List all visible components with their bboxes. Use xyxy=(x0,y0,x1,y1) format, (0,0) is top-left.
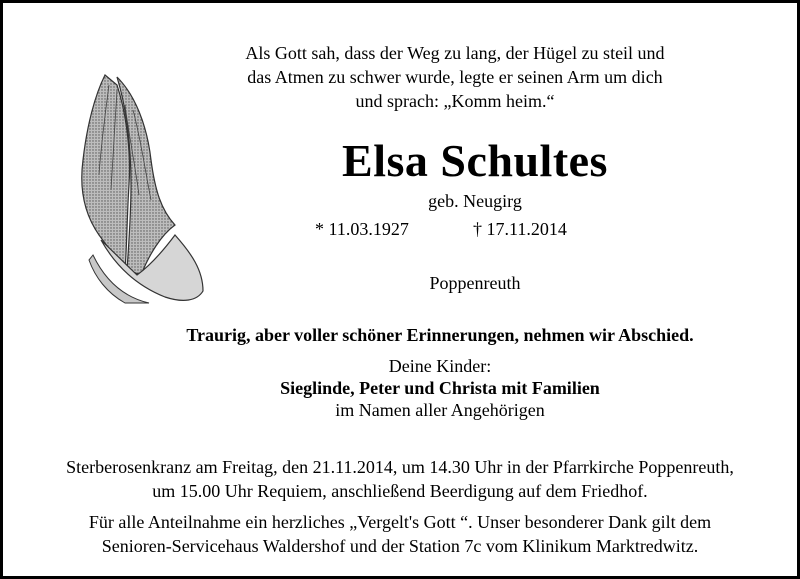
relatives-line: im Namen aller Angehörigen xyxy=(335,400,545,420)
poem xyxy=(113,41,797,113)
thanks-line: Für alle Anteilnahme ein herzliches „Vergelt's Gott “. Unser besonderer Dank gilt dem xyxy=(88,512,712,532)
poem-line: und sprach: „Komm heim.“ xyxy=(355,91,555,111)
mourners-label: Deine Kinder: xyxy=(388,356,492,376)
thanks-line: Senioren-Servicehaus Waldershof und der Station 7c vom Klinikum Marktredwitz. xyxy=(101,536,699,556)
hometown: Poppenreuth xyxy=(429,273,521,293)
poem-line: das Atmen zu schwer wurde, legte er seinen Arm um dich xyxy=(247,67,663,87)
maiden-name: geb. Neugirg xyxy=(428,191,522,211)
deceased-name: Elsa Schultes xyxy=(342,135,608,186)
service-details xyxy=(3,455,797,503)
death-date: † 17.11.2014 xyxy=(473,219,567,239)
birth-date: * 11.03.1927 xyxy=(315,219,409,239)
thanks-note xyxy=(3,510,797,558)
service-line: um 15.00 Uhr Requiem, anschließend Beerdigung auf dem Friedhof. xyxy=(152,481,648,501)
farewell-message: Traurig, aber voller schöner Erinnerungen, nehmen wir Abschied. xyxy=(186,325,694,345)
mourners-names: Sieglinde, Peter und Christa mit Familien xyxy=(280,378,600,398)
poem-line: Als Gott sah, dass der Weg zu lang, der Hügel zu steil und xyxy=(245,43,665,63)
service-line: Sterberosenkranz am Freitag, den 21.11.2014, um 14.30 Uhr in der Pfarrkirche Poppenreuth, xyxy=(66,457,734,477)
